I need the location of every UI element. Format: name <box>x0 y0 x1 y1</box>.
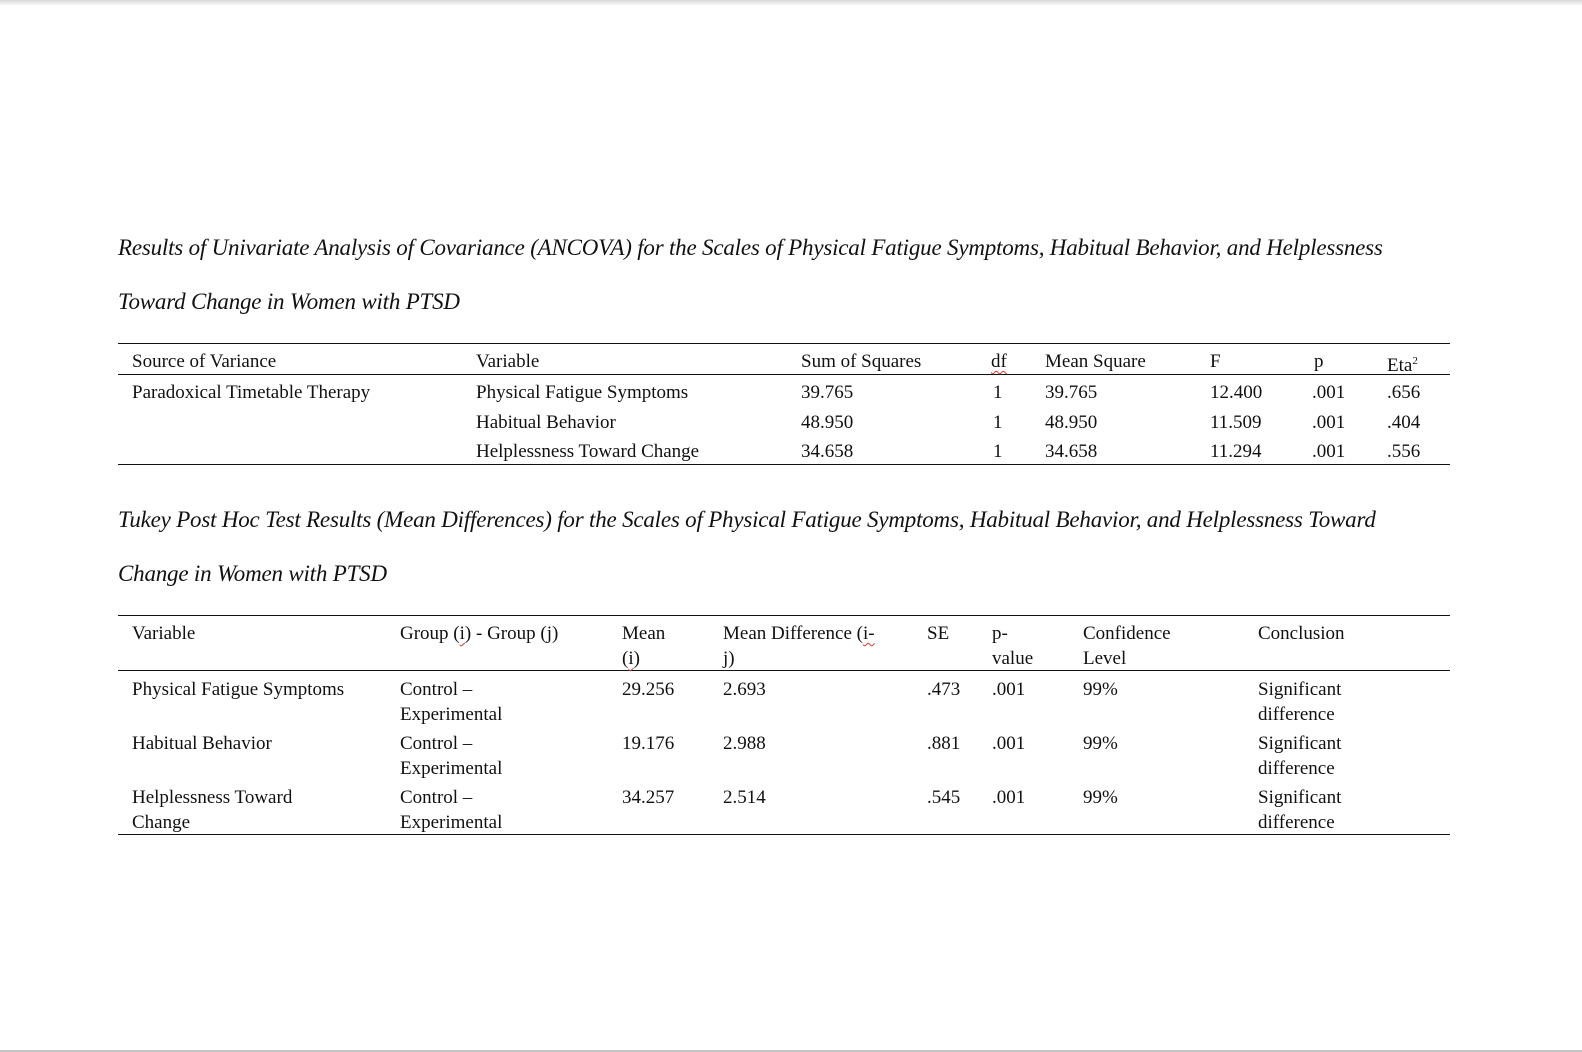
header-text: ) - Group (j) <box>464 623 559 644</box>
cell-text: Significant <box>1258 787 1342 808</box>
header-source-of-variance: Source of Variance <box>132 351 277 372</box>
table2-caption-line1: Tukey Post Hoc Test Results (Mean Differences) for the Scales of Physical Fatigue Symptoms, Habitual Behavior, and Helplessness Toward <box>118 507 1376 532</box>
cell-text: difference <box>1258 812 1335 833</box>
header-df: df <box>991 351 1007 372</box>
row-mean-square: 39.765 <box>1045 382 1098 403</box>
header-text: Confidence <box>1083 623 1171 644</box>
header-text: Mean Difference ( <box>723 623 863 644</box>
row-group <box>400 785 502 835</box>
cell-text: Significant <box>1258 679 1342 700</box>
row-confidence-level: 99% <box>1083 787 1118 808</box>
row-se: .473 <box>927 679 961 700</box>
header-mean-square: Mean Square <box>1045 351 1146 372</box>
cell-text: Experimental <box>400 704 503 725</box>
cell-text: difference <box>1258 704 1335 725</box>
table2-caption <box>118 493 1463 601</box>
cell-text: Experimental <box>400 812 503 833</box>
table1-header-rule <box>118 374 1450 375</box>
row-p-value: .001 <box>992 733 1026 754</box>
row-mean: 19.176 <box>622 733 675 754</box>
row-eta-squared: .556 <box>1387 441 1421 462</box>
row-f: 11.294 <box>1210 441 1262 462</box>
row-f: 12.400 <box>1210 382 1263 403</box>
header-confidence-level <box>1083 621 1171 671</box>
row-confidence-level: 99% <box>1083 679 1118 700</box>
header-p: p <box>1314 351 1324 372</box>
row-se: .545 <box>927 787 961 808</box>
cell-text: Experimental <box>400 758 503 779</box>
header-text: ( <box>622 648 629 669</box>
header-text: Group ( <box>400 623 460 644</box>
row-confidence-level: 99% <box>1083 733 1118 754</box>
header-text: i- <box>862 623 875 644</box>
table1-caption-line1: Results of Univariate Analysis of Covariance (ANCOVA) for the Scales of Physical Fatigue Symptoms, Habitual Behavior, and Helplessness <box>118 235 1383 260</box>
cell-text: Significant <box>1258 733 1342 754</box>
cell-text: Control – <box>400 733 473 754</box>
row-df: 1 <box>993 412 1003 433</box>
row-variable <box>132 731 272 756</box>
cell-text: difference <box>1258 758 1335 779</box>
header-text: j) <box>723 648 735 669</box>
row-mean-square: 34.658 <box>1045 441 1098 462</box>
page-top-shadow <box>0 0 1582 6</box>
row-group <box>400 677 502 727</box>
row-sum-of-squares: 48.950 <box>801 412 854 433</box>
row-p-value: .001 <box>992 679 1026 700</box>
row-p: .001 <box>1312 382 1346 403</box>
header-group-i-group-j <box>400 621 558 646</box>
cell-text: Change <box>132 812 191 833</box>
header-mean-i <box>622 621 665 671</box>
row-sum-of-squares: 39.765 <box>801 382 854 403</box>
cell-text: Habitual Behavior <box>132 733 272 754</box>
row-f: 11.509 <box>1210 412 1262 433</box>
row-df: 1 <box>993 382 1003 403</box>
header-text <box>622 646 665 671</box>
row-conclusion <box>1258 677 1341 727</box>
row-df: 1 <box>993 441 1003 462</box>
row-variable: Habitual Behavior <box>476 412 616 433</box>
row-variable: Physical Fatigue Symptoms <box>476 382 689 403</box>
cell-text: Physical Fatigue Symptoms <box>132 679 345 700</box>
header-variable: Variable <box>476 351 540 372</box>
row-mean: 29.256 <box>622 679 675 700</box>
row-conclusion <box>1258 785 1341 835</box>
row-eta-squared: .656 <box>1387 382 1421 403</box>
row-sum-of-squares: 34.658 <box>801 441 854 462</box>
row-p: .001 <box>1312 441 1346 462</box>
cell-text: Helplessness Toward <box>132 787 293 808</box>
table1-top-rule <box>118 343 1450 344</box>
header-text: i <box>628 648 634 669</box>
row-mean-difference: 2.693 <box>723 679 766 700</box>
row-mean-square: 48.950 <box>1045 412 1098 433</box>
table1-caption <box>118 221 1463 329</box>
table2-top-rule <box>118 615 1450 616</box>
header-text: ) <box>633 648 640 669</box>
header-text: Mean <box>622 623 666 644</box>
header-eta-squared <box>1387 349 1418 378</box>
row-mean-difference: 2.988 <box>723 733 766 754</box>
row-p-value: .001 <box>992 787 1026 808</box>
row-p: .001 <box>1312 412 1346 433</box>
source-paradoxical-timetable-therapy: Paradoxical Timetable Therapy <box>132 382 371 403</box>
row-group <box>400 731 502 781</box>
header-conclusion: Conclusion <box>1258 623 1345 644</box>
header-text: p- <box>992 623 1008 644</box>
table2-bottom-rule <box>118 834 1450 835</box>
squared-superscript: 2 <box>1412 355 1418 367</box>
header-text: value <box>992 648 1034 669</box>
row-eta-squared: .404 <box>1387 412 1421 433</box>
tukey-table <box>118 615 1450 836</box>
header-text: Level <box>1083 648 1127 669</box>
ancova-table <box>118 343 1450 465</box>
table2-caption-line2: Change in Women with PTSD <box>118 561 387 586</box>
cell-text: Control – <box>400 679 473 700</box>
header-sum-of-squares: Sum of Squares <box>801 351 922 372</box>
row-mean: 34.257 <box>622 787 675 808</box>
header-p-value <box>992 621 1033 671</box>
cell-text: Control – <box>400 787 473 808</box>
header-f: F <box>1210 351 1221 372</box>
row-variable <box>132 785 292 835</box>
header-variable: Variable <box>132 623 196 644</box>
header-se: SE <box>927 623 950 644</box>
table1-bottom-rule <box>118 464 1450 465</box>
row-mean-difference: 2.514 <box>723 787 766 808</box>
row-variable <box>132 677 344 702</box>
row-variable: Helplessness Toward Change <box>476 441 700 462</box>
row-conclusion <box>1258 731 1341 781</box>
eta-label: Eta <box>1387 355 1413 376</box>
header-text <box>723 621 875 646</box>
header-mean-difference <box>723 621 875 671</box>
table1-caption-line2: Toward Change in Women with PTSD <box>118 289 460 314</box>
row-se: .881 <box>927 733 961 754</box>
header-text: i <box>459 623 465 644</box>
